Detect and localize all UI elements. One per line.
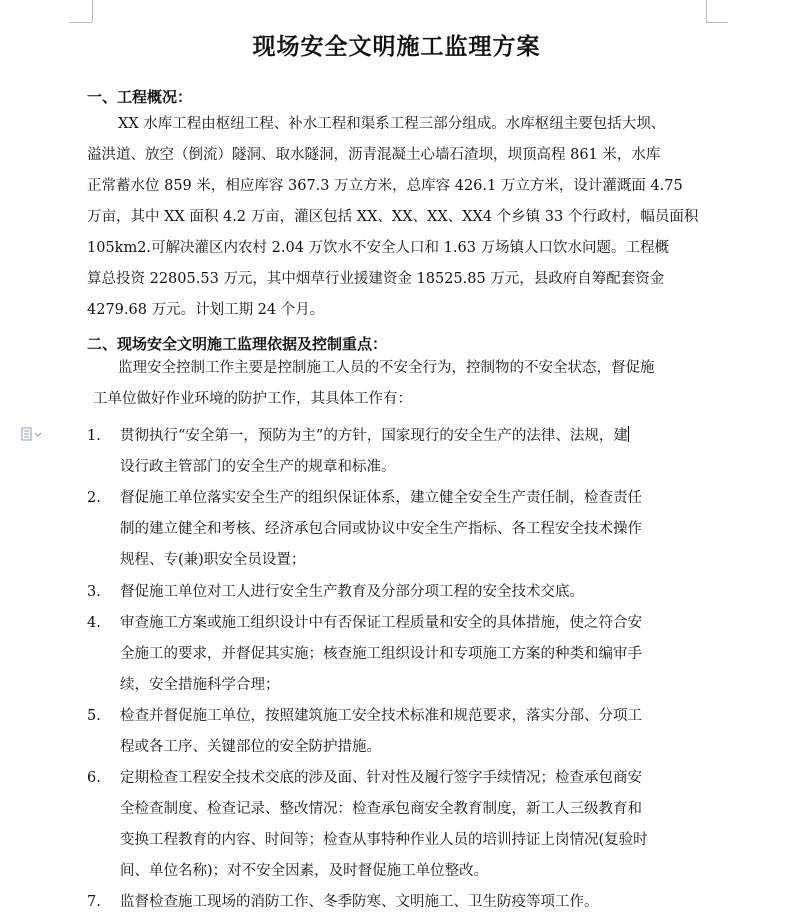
text-line: 续，安全措施科学合理；: [120, 677, 280, 693]
text-line: 万亩，其中 XX 面积 4.2 万亩，灌区包括 XX、XX、XX、XX4 个乡镇 33 个行政村，幅员面积: [87, 209, 699, 225]
text-line: 算总投资 22805.53 万元，其中烟草行业援建资金 18525.85 万元，县政府自筹配套资金: [87, 271, 665, 287]
text-line: 规程、专(兼)职安全员设置；: [120, 552, 306, 568]
paragraph-options-icon[interactable]: [21, 427, 43, 441]
text-line: 变换工程教育的内容、时间等；检查从事特种作业人员的培训持证上岗情况(复验时: [120, 832, 648, 848]
page-corner-mark: [70, 22, 92, 23]
list-number: 3.: [87, 584, 101, 600]
section-heading-supervision: 二、现场安全文明施工监理依据及控制重点：: [87, 335, 388, 353]
text-line: 工单位做好作业环境的防护工作，其具体工作有：: [93, 391, 412, 407]
text-line: 105km2.可解决灌区内农村 2.04 万饮水不安全人口和 1.63 万场镇人口饮水问题。工程概: [87, 240, 670, 256]
text-line: 全施工的要求，并督促其实施；核查施工组织设计和专项施工方案的种类和编审手: [120, 646, 642, 662]
text-line: 正常蓄水位 859 米，相应库容 367.3 万立方米，总库容 426.1 万立方米，设计灌溉面 4.75: [87, 178, 683, 194]
text-line: 程或各工序、关键部位的安全防护措施。: [120, 739, 381, 755]
supervision-intro: [87, 353, 707, 415]
list-number: 7.: [87, 894, 101, 910]
page-title: 现场安全文明施工监理方案: [252, 34, 541, 60]
list-number: 4.: [87, 615, 101, 631]
text-line: 溢洪道、放空（倒流）隧洞、取水隧洞，沥青混凝土心墙石渣坝，坝顶高程 861 米，水库: [87, 147, 661, 163]
list-number: 6.: [87, 770, 101, 786]
section-heading-overview: 一、工程概况：: [87, 88, 193, 106]
text-line: XX 水库工程由枢纽工程、补水工程和渠系工程三部分组成。水库枢纽主要包括大坝、: [118, 116, 666, 132]
overview-paragraph: [87, 109, 707, 326]
text-line: 定期检查工程安全技术交底的涉及面、针对性及履行签字手续情况；检查承包商安: [120, 770, 642, 786]
text-line: 设行政主管部门的安全生产的规章和标准。: [120, 459, 396, 475]
text-line: 全检查制度、检查记录、整改情况：检查承包商安全教育制度，新工人三级教育和: [120, 801, 642, 817]
page-corner-mark: [92, 0, 93, 22]
text-line: 监督检查施工现场的消防工作、冬季防寒、文明施工、卫生防疫等项工作。: [120, 894, 599, 910]
text-line: 4279.68 万元。计划工期 24 个月。: [87, 302, 325, 318]
text-line: 监理安全控制工作主要是控制施工人员的不安全行为，控制物的不安全状态，督促施: [118, 360, 655, 376]
list-number: 2.: [87, 490, 101, 506]
text-cursor: [628, 426, 629, 442]
page-corner-mark: [706, 22, 728, 23]
list-number: 5.: [87, 708, 101, 724]
text-line: 督促施工单位对工人进行安全生产教育及分部分项工程的安全技术交底。: [120, 584, 584, 600]
text-line: 检查并督促施工单位，按照建筑施工安全技术标准和规范要求，落实分部、分项工: [120, 708, 642, 724]
text-line: 督促施工单位落实安全生产的组织保证体系，建立健全安全生产责任制，检查责任: [120, 490, 642, 506]
list-number: 1.: [87, 428, 101, 444]
text-line: 制的建立健全和考核、经济承包合同或协议中安全生产指标、各工程安全技术操作: [120, 521, 642, 537]
page-corner-mark: [706, 0, 707, 22]
text-line: 间、单位名称)；对不安全因素，及时督促施工单位整改。: [120, 863, 489, 879]
text-line: 审查施工方案或施工组织设计中有否保证工程质量和安全的具体措施，使之符合安: [120, 615, 642, 631]
text-line: 贯彻执行“安全第一，预防为主”的方针，国家现行的安全生产的法律、法规，建: [120, 428, 628, 444]
